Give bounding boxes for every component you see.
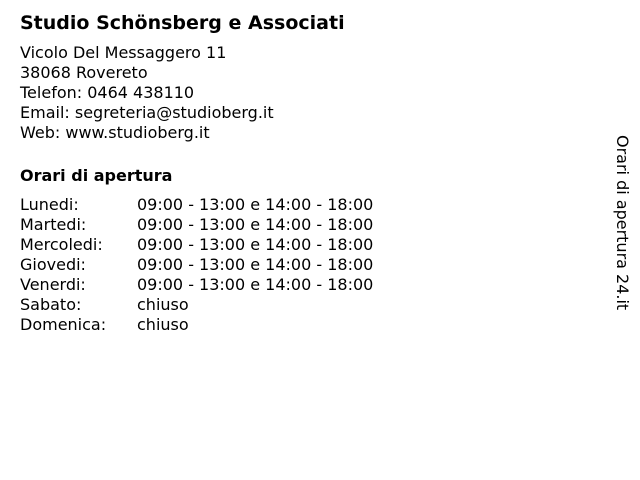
day-label: Mercoledi: bbox=[20, 235, 103, 254]
day-label: Domenica: bbox=[20, 315, 107, 334]
day-label: Martedi: bbox=[20, 215, 87, 234]
address-city: 38068 Rovereto bbox=[20, 63, 148, 82]
brand-watermark: Orari di apertura 24.it bbox=[613, 135, 632, 311]
hours-row bbox=[20, 215, 373, 235]
business-name: Studio Schönsberg e Associati bbox=[20, 12, 345, 34]
address-street: Vicolo Del Messaggero 11 bbox=[20, 43, 227, 62]
opening-hours-heading: Orari di apertura bbox=[20, 166, 173, 185]
contact-info bbox=[20, 43, 580, 143]
day-hours: 09:00 - 13:00 e 14:00 - 18:00 bbox=[137, 215, 374, 234]
day-label: Venerdi: bbox=[20, 275, 86, 294]
day-hours: 09:00 - 13:00 e 14:00 - 18:00 bbox=[137, 275, 374, 294]
hours-row bbox=[20, 195, 373, 215]
day-hours: 09:00 - 13:00 e 14:00 - 18:00 bbox=[137, 255, 374, 274]
phone-line: Telefon: 0464 438110 bbox=[20, 83, 195, 102]
hours-row bbox=[20, 275, 373, 295]
email-line: Email: segreteria@studioberg.it bbox=[20, 103, 274, 122]
day-label: Giovedi: bbox=[20, 255, 86, 274]
day-hours: 09:00 - 13:00 e 14:00 - 18:00 bbox=[137, 195, 374, 214]
day-hours: chiuso bbox=[137, 315, 189, 334]
day-label: Sabato: bbox=[20, 295, 82, 314]
business-card bbox=[20, 11, 580, 335]
opening-hours-table bbox=[20, 195, 373, 335]
hours-row bbox=[20, 235, 373, 255]
hours-row bbox=[20, 295, 373, 315]
day-hours: 09:00 - 13:00 e 14:00 - 18:00 bbox=[137, 235, 374, 254]
hours-row bbox=[20, 315, 373, 335]
day-label: Lunedi: bbox=[20, 195, 79, 214]
day-hours: chiuso bbox=[137, 295, 189, 314]
hours-row bbox=[20, 255, 373, 275]
web-line: Web: www.studioberg.it bbox=[20, 123, 210, 142]
